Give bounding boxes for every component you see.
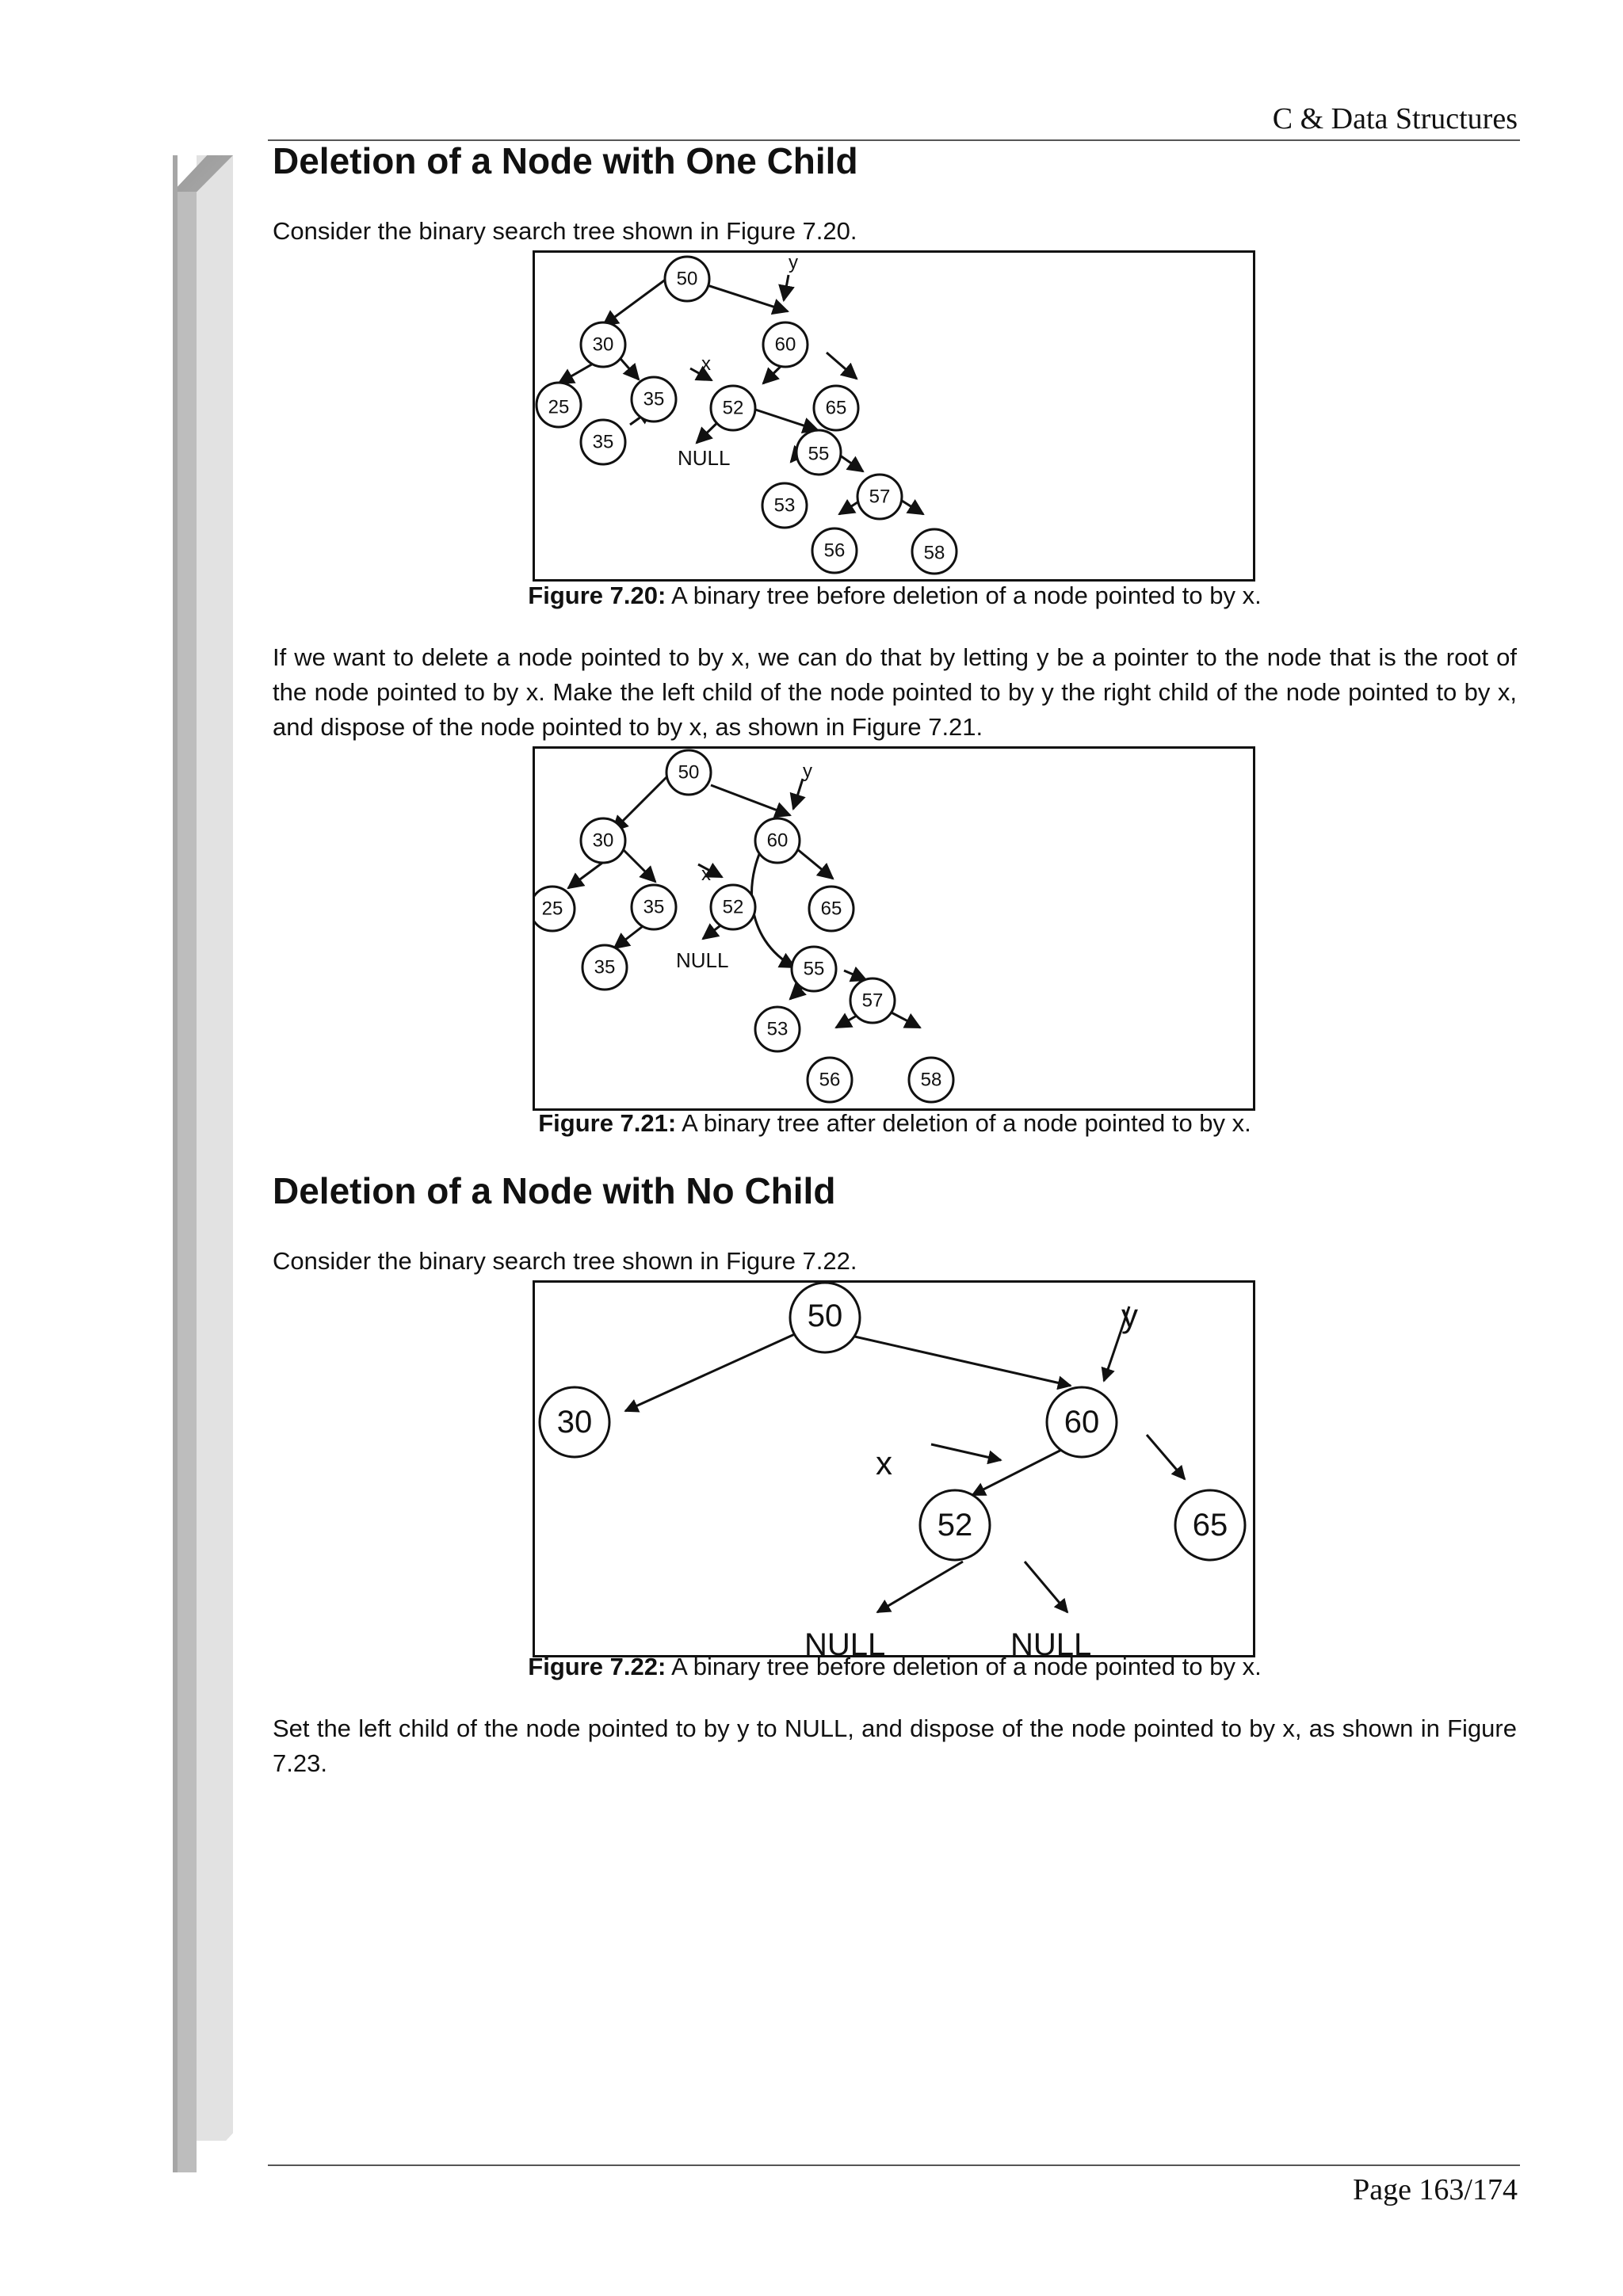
null-label: NULL bbox=[676, 948, 729, 972]
svg-text:25: 25 bbox=[541, 898, 563, 920]
tree-nodes bbox=[537, 257, 957, 574]
tree-node bbox=[537, 383, 581, 427]
tree-node bbox=[711, 885, 755, 929]
section1-intro: Consider the binary search tree shown in Figure 7.20. bbox=[273, 217, 857, 245]
svg-text:35: 35 bbox=[592, 431, 614, 453]
null-left-label: NULL bbox=[804, 1627, 886, 1655]
svg-text:35: 35 bbox=[594, 956, 616, 978]
page-number: Page 163/174 bbox=[1353, 2173, 1518, 2206]
side-bar-face bbox=[197, 155, 233, 2141]
svg-text:30: 30 bbox=[556, 1405, 593, 1440]
tree-node bbox=[909, 1058, 953, 1102]
svg-text:52: 52 bbox=[937, 1508, 973, 1543]
section-heading-one-child: Deletion of a Node with One Child bbox=[273, 140, 858, 181]
tree-node bbox=[814, 386, 858, 430]
pointer-y-label: y bbox=[1121, 1297, 1138, 1334]
tree-node bbox=[796, 430, 841, 475]
svg-text:65: 65 bbox=[1192, 1508, 1228, 1543]
caption-text: A binary tree before deletion of a node pointed to by x. bbox=[666, 1653, 1262, 1680]
tree-node bbox=[632, 377, 676, 421]
tree-node bbox=[540, 1387, 609, 1457]
svg-text:53: 53 bbox=[773, 494, 796, 517]
svg-text:55: 55 bbox=[808, 443, 830, 465]
svg-text:65: 65 bbox=[825, 397, 847, 419]
pointer-x-label: x bbox=[701, 353, 711, 375]
svg-text:60: 60 bbox=[766, 830, 789, 852]
svg-text:25: 25 bbox=[548, 396, 570, 418]
svg-text:58: 58 bbox=[920, 1069, 942, 1091]
tree-node bbox=[581, 420, 625, 464]
tree-node bbox=[809, 887, 854, 931]
figure-7-20-caption bbox=[273, 582, 1517, 610]
tree-node bbox=[812, 528, 857, 573]
tree-node bbox=[920, 1490, 990, 1560]
footer-rule bbox=[268, 2164, 1520, 2166]
caption-text: A binary tree before deletion of a node pointed to by x. bbox=[666, 582, 1262, 609]
svg-text:50: 50 bbox=[678, 761, 700, 784]
svg-text:57: 57 bbox=[869, 486, 891, 508]
tree-node bbox=[755, 818, 800, 863]
svg-text:57: 57 bbox=[861, 990, 884, 1012]
tree-node bbox=[665, 257, 709, 301]
svg-text:58: 58 bbox=[923, 542, 945, 564]
tree-node bbox=[581, 818, 625, 863]
running-header: C & Data Structures bbox=[1272, 102, 1518, 135]
tree-node bbox=[755, 1007, 800, 1051]
tree-node bbox=[850, 978, 895, 1023]
side-bar-shade bbox=[173, 155, 178, 2172]
caption-label: Figure 7.22: bbox=[528, 1653, 666, 1680]
figure-7-21-caption bbox=[273, 1109, 1517, 1138]
figure-7-21 bbox=[533, 746, 1255, 1111]
svg-text:30: 30 bbox=[592, 334, 614, 356]
tree-node bbox=[912, 529, 957, 574]
section-heading-no-child: Deletion of a Node with No Child bbox=[273, 1170, 836, 1211]
svg-text:52: 52 bbox=[722, 896, 744, 918]
tree-node bbox=[790, 1283, 860, 1352]
tree-edges bbox=[625, 1306, 1185, 1612]
tree-node bbox=[857, 475, 902, 519]
svg-text:50: 50 bbox=[676, 268, 698, 290]
svg-text:50: 50 bbox=[807, 1299, 843, 1333]
svg-text:35: 35 bbox=[643, 896, 665, 918]
svg-text:65: 65 bbox=[820, 898, 842, 920]
svg-text:52: 52 bbox=[722, 397, 744, 419]
tree-nodes bbox=[540, 1283, 1245, 1560]
caption-label: Figure 7.21: bbox=[538, 1109, 677, 1137]
null-right-label: NULL bbox=[1010, 1627, 1092, 1655]
section2-intro: Consider the binary search tree shown in Figure 7.22. bbox=[273, 1247, 857, 1275]
null-label: NULL bbox=[678, 446, 731, 470]
section1-body: If we want to delete a node pointed to by x, we can do that by letting y be a pointer to the node that is the root of the node pointed to by x. Make the left child of the node pointed to by y the right child of the node pointed to by x, and dispose of the node pointed to by x, as shown in Figure 7.21. bbox=[273, 643, 1517, 741]
pointer-y-label: y bbox=[803, 761, 812, 782]
svg-text:35: 35 bbox=[643, 388, 665, 410]
svg-text:60: 60 bbox=[774, 334, 796, 356]
tree-node bbox=[582, 945, 627, 990]
caption-text: A binary tree after deletion of a node pointed to by x. bbox=[676, 1109, 1251, 1137]
tree-node bbox=[792, 947, 836, 991]
svg-text:55: 55 bbox=[803, 958, 825, 980]
svg-text:53: 53 bbox=[766, 1018, 789, 1040]
tree-nodes bbox=[535, 750, 953, 1102]
pointer-x-label: x bbox=[876, 1444, 892, 1482]
svg-text:56: 56 bbox=[819, 1069, 841, 1091]
tree-node bbox=[581, 322, 625, 367]
tree-node bbox=[711, 386, 755, 430]
figure-7-20 bbox=[533, 250, 1255, 582]
pointer-x-label: x bbox=[701, 864, 711, 885]
figure-7-22 bbox=[533, 1280, 1255, 1657]
tree-node bbox=[1175, 1490, 1245, 1560]
tree-node bbox=[763, 322, 808, 367]
pointer-y-label: y bbox=[789, 253, 798, 273]
tree-node bbox=[1047, 1387, 1117, 1457]
svg-text:30: 30 bbox=[592, 830, 614, 852]
tree-node bbox=[632, 885, 676, 929]
section2-body: Set the left child of the node pointed to by y to NULL, and dispose of the node pointed to by x, as shown in Figure 7.23. bbox=[273, 1714, 1517, 1777]
figure-7-22-caption bbox=[273, 1653, 1517, 1681]
tree-node bbox=[762, 483, 807, 528]
svg-text:56: 56 bbox=[823, 540, 846, 562]
tree-node bbox=[666, 750, 711, 795]
tree-node bbox=[535, 887, 575, 931]
caption-label: Figure 7.20: bbox=[528, 582, 666, 609]
tree-node bbox=[808, 1058, 852, 1102]
svg-text:60: 60 bbox=[1064, 1405, 1100, 1440]
